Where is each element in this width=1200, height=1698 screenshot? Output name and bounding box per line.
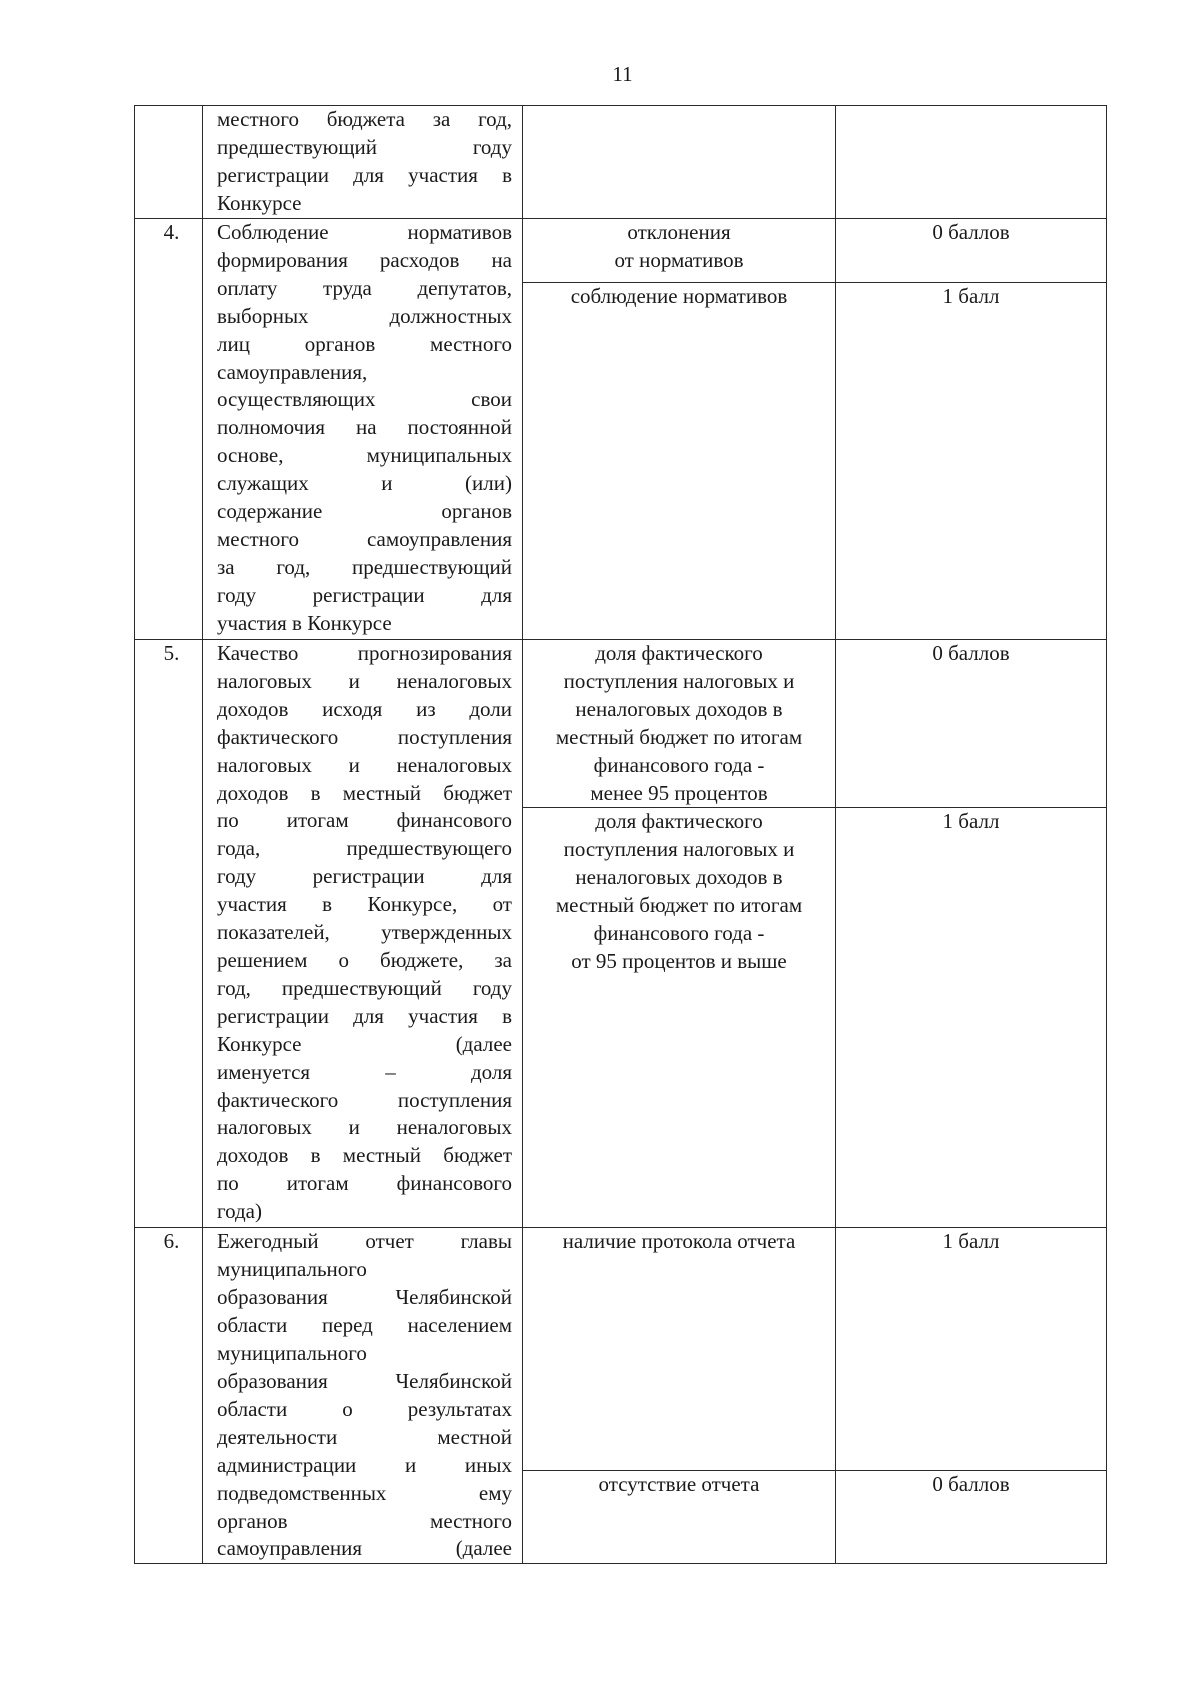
text-line: полномочия на постоянной	[217, 415, 512, 440]
text-line: Качество прогнозирования	[217, 641, 512, 665]
text-line: доходов исходя из доли	[217, 696, 512, 721]
text-line: регистрации для участия в	[217, 1003, 512, 1028]
table-row	[135, 640, 1107, 808]
text-line: года)	[217, 1199, 262, 1224]
text-line: по итогам финансового	[217, 1171, 512, 1196]
text-line: органов местного	[217, 1508, 512, 1533]
row-number: 6.	[135, 1228, 203, 1564]
text-line: выборных должностных	[217, 303, 512, 328]
text-line: деятельности местной	[217, 1424, 512, 1449]
table-row	[135, 106, 1107, 219]
criterion-text	[203, 106, 523, 219]
text-line: лиц органов местного	[217, 331, 512, 356]
indicator-cell	[523, 283, 836, 640]
score-cell: 0 баллов	[836, 1470, 1107, 1564]
text-line: Соблюдение нормативов	[217, 220, 512, 244]
text-line: муниципального	[217, 1257, 367, 1282]
text-line: доходов в местный бюджет	[217, 780, 512, 805]
text-line: области перед населением	[217, 1313, 512, 1338]
text-line: доля фактического	[595, 641, 763, 665]
indicator-cell	[523, 640, 836, 808]
indicator-cell	[523, 808, 836, 1228]
text-line: служащих и (или)	[217, 471, 512, 496]
text-line: поступления налоговых и	[563, 668, 795, 693]
text-line: формирования расходов на	[217, 247, 512, 272]
text-line: самоуправления,	[217, 359, 368, 384]
text-line: муниципального	[217, 1341, 367, 1366]
text-line: неналоговых доходов в	[575, 696, 783, 721]
text-line: году регистрации для	[217, 864, 512, 889]
text-line: именуется – доля	[217, 1059, 512, 1084]
text-line: налоговых и неналоговых	[217, 752, 512, 777]
text-line: соблюдение нормативов	[570, 284, 788, 308]
text-line: наличие протокола отчета	[562, 1229, 796, 1254]
text-line: за год, предшествующий	[217, 554, 512, 579]
text-line: решением о бюджете, за	[217, 947, 512, 972]
text-line: финансового года -	[593, 921, 765, 946]
text-line: доля фактического	[595, 809, 763, 834]
text-line: предшествующий году	[217, 134, 512, 159]
text-line: основе, муниципальных	[217, 443, 512, 468]
text-line: участия в Конкурсе	[217, 610, 392, 635]
text-line: оплату труда депутатов,	[217, 275, 512, 300]
row-number: 4.	[135, 219, 203, 640]
criterion-text	[203, 219, 523, 640]
text-line: Ежегодный отчет главы	[217, 1229, 512, 1254]
table-row	[135, 219, 1107, 283]
text-line: самоуправления (далее	[217, 1536, 512, 1561]
text-line: подведомственных ему	[217, 1480, 512, 1505]
text-line: поступления налоговых и	[563, 837, 795, 862]
criteria-table	[134, 105, 1107, 1564]
row-number	[135, 106, 203, 219]
text-line: налоговых и неналоговых	[217, 668, 512, 693]
text-line: менее 95 процентов	[590, 780, 768, 805]
text-line: показателей, утвержденных	[217, 920, 512, 945]
page-number: 11	[612, 62, 633, 86]
text-line: отклонения	[627, 220, 731, 244]
score-cell: 0 баллов	[836, 219, 1107, 283]
text-line: администрации и иных	[217, 1452, 512, 1477]
text-line: образования Челябинской	[217, 1368, 512, 1393]
criterion-text	[203, 640, 523, 1228]
text-line: неналоговых доходов в	[575, 865, 783, 890]
text-line: местный бюджет по итогам	[555, 893, 803, 918]
indicator-cell	[523, 1470, 836, 1564]
text-line: фактического поступления	[217, 1087, 512, 1112]
text-line: местный бюджет по итогам	[555, 724, 803, 749]
text-line: регистрации для участия в	[217, 162, 512, 187]
text-line: году регистрации для	[217, 582, 512, 607]
text-line: отсутствие отчета	[598, 1471, 760, 1496]
text-line: по итогам финансового	[217, 808, 512, 833]
text-line: доходов в местный бюджет	[217, 1143, 512, 1168]
score-cell: 1 балл	[836, 808, 1107, 1228]
row-number: 5.	[135, 640, 203, 1228]
text-line: участия в Конкурсе, от	[217, 892, 512, 917]
text-line: содержание органов	[217, 499, 512, 524]
text-line: год, предшествующий году	[217, 975, 512, 1000]
text-line: Конкурсе	[217, 190, 302, 215]
text-line: области о результатах	[217, 1396, 512, 1421]
score-cell	[836, 106, 1107, 219]
text-line: местного самоуправления	[217, 526, 512, 551]
text-line: финансового года -	[593, 752, 765, 777]
score-cell: 1 балл	[836, 1228, 1107, 1470]
text-line: года, предшествующего	[217, 836, 512, 861]
text-line: образования Челябинской	[217, 1285, 512, 1310]
indicator-cell	[523, 1228, 836, 1470]
text-line: от 95 процентов и выше	[571, 948, 787, 973]
text-line: налоговых и неналоговых	[217, 1115, 512, 1140]
score-cell: 0 баллов	[836, 640, 1107, 808]
indicator-cell	[523, 106, 836, 219]
criterion-text	[203, 1228, 523, 1564]
table-row	[135, 1228, 1107, 1470]
text-line: осуществляющих свои	[217, 387, 512, 412]
indicator-cell	[523, 219, 836, 283]
text-line: Конкурсе (далее	[217, 1031, 512, 1056]
text-line: фактического поступления	[217, 724, 512, 749]
text-line: от нормативов	[614, 247, 744, 272]
text-line: местного бюджета за год,	[217, 107, 512, 131]
score-cell: 1 балл	[836, 283, 1107, 640]
